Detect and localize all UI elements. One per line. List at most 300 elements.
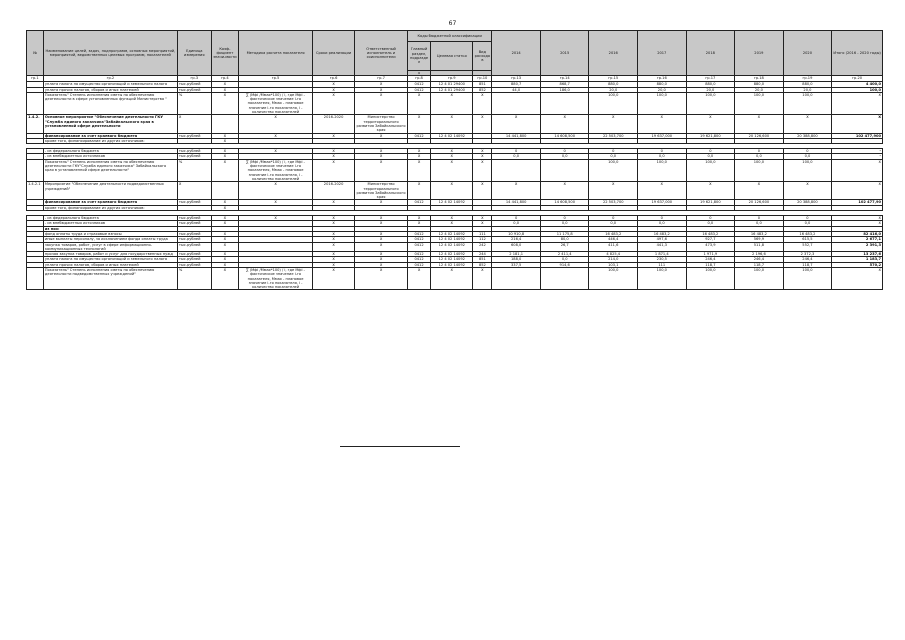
cell-kbk1: Х (407, 154, 430, 159)
cell-name: уплата налога на имущество организаций и земельного налога (43, 82, 177, 87)
cell-y2017: 19 637,000 (638, 133, 687, 138)
cell-period: 2016-2020 (312, 115, 354, 133)
cell-kbk2: 12 4 02 14092 (431, 242, 473, 252)
cell-y2014: 608,0 (492, 242, 541, 252)
cell-period: Х (312, 267, 354, 289)
cell-kbk2: Х (431, 115, 473, 133)
table-row (27, 242, 883, 252)
cell-y2020: 100,0 (783, 159, 832, 181)
cell-unit: % (177, 267, 211, 289)
cell-period: Х (312, 231, 354, 236)
column-number-cell: гр.6 (312, 76, 354, 82)
cell-name: уплата налога на имущество организаций и земельного налога (43, 257, 177, 262)
cell-y2016: 446,4 (589, 237, 638, 242)
cell-y2015 (540, 159, 589, 181)
cell-unit: тыс.рублей (177, 133, 211, 138)
table-row (27, 237, 883, 242)
cell-kbk3: 852 (473, 87, 492, 92)
header-method: Методика расчета показателя (239, 31, 313, 76)
cell-y2015: 14 608,500 (540, 133, 589, 138)
cell-total: - (832, 154, 883, 159)
column-number-cell: гр.13 (492, 76, 541, 82)
cell-y2016: Х (589, 115, 638, 133)
column-number-cell: гр.2 (43, 76, 177, 82)
cell-y2017: 497,6 (638, 237, 687, 242)
cell-y2019: 20 126,600 (735, 133, 784, 138)
column-number-cell: гр.9 (431, 76, 473, 82)
cell-resp: Х (355, 200, 408, 205)
column-number-cell: гр.4 (211, 76, 238, 82)
cell-y2019: Х (735, 182, 784, 200)
cell-y2015: 0,0 (540, 257, 589, 262)
cell-y2014: 880,7 (492, 82, 541, 87)
header-name: Наименование целей, задач, подпрограмм, основных мероприятий, мероприятий, ведомственных целевых программ, показателей (43, 31, 177, 76)
header-row (27, 31, 883, 42)
column-number-cell: гр.20 (832, 76, 883, 82)
cell-y2014 (492, 159, 541, 181)
cell-resp: Х (355, 159, 408, 181)
cell-y2016: 100,0 (589, 159, 638, 181)
cell-y2019: 118,7 (735, 262, 784, 267)
cell-period: Х (312, 252, 354, 257)
header-2020: 2020 (783, 31, 832, 76)
cell-num (27, 159, 44, 181)
cell-name: финансирование за счет краевого бюджета (43, 133, 177, 138)
cell-resp: Х (355, 82, 408, 87)
cell-coef: Х (211, 87, 238, 92)
cell-y2018: 118,7 (686, 262, 735, 267)
cell-resp: Министерство территориального развития Забайкальского края (356, 182, 406, 200)
cell-period: Х (312, 216, 354, 221)
cell-kbk2: Х (431, 267, 473, 289)
header-2015: 2015 (540, 31, 589, 76)
cell-y2016: 880,0 (589, 82, 638, 87)
cell-kbk3: 111 (473, 231, 492, 236)
cell-method: Х (239, 182, 313, 200)
cell-y2015: 26,7 (540, 242, 589, 252)
cell-y2015: 0 (540, 216, 589, 221)
cell-kbk2: 12 4 01 29400 (431, 87, 473, 92)
cell-name: фонд оплаты труда и страховые взносы (43, 231, 177, 236)
cell-y2017: 100,0 (638, 267, 687, 289)
cell-total: 100,0 (832, 87, 883, 92)
cell-period: Х (312, 133, 354, 138)
cell-kbk1: 0412 (407, 133, 430, 138)
cell-coef: Х (211, 237, 238, 242)
cell-y2016: 20,0 (589, 87, 638, 92)
cell-kbk2: Х (431, 154, 473, 159)
cell-y2014: 10 910,8 (492, 231, 541, 236)
cell-kbk1: 0412 (407, 200, 430, 205)
cell-y2014: 0,0 (492, 154, 541, 159)
cell-y2019: 100,0 (735, 267, 784, 289)
column-number-cell: гр.15 (589, 76, 638, 82)
cell-method: Х (239, 200, 313, 205)
cell-kbk1: Х (407, 221, 430, 226)
cell-y2016: 100,0 (589, 92, 638, 114)
cell-name: финансирование за счет краевого бюджета (43, 200, 177, 205)
cell-y2020: 100,0 (783, 92, 832, 114)
cell-kbk2: Х (431, 216, 473, 221)
cell-resp: Х (355, 262, 408, 267)
cell-coef: Х (211, 205, 238, 210)
cell-kbk3: 851 (473, 257, 492, 262)
cell-resp: Х (355, 242, 408, 252)
cell-y2019: 0,0 (735, 154, 784, 159)
cell-name: из них: (43, 226, 177, 231)
cell-period: Х (312, 242, 354, 252)
cell-coef: Х (211, 216, 238, 221)
cell-y2017: 20,0 (638, 87, 687, 92)
cell-coef: Х (211, 200, 238, 205)
cell-y2016: 0,0 (589, 221, 638, 226)
cell-num: 1.4.2.1 (27, 182, 44, 200)
cell-y2018: 20,0 (686, 87, 735, 92)
cell-y2019: 569,9 (735, 237, 784, 242)
cell-period: Х (312, 82, 354, 87)
cell-method: Х (239, 115, 313, 133)
cell-resp: Х (355, 267, 408, 289)
cell-y2019: 880,0 (735, 82, 784, 87)
cell-coef: Х (211, 257, 238, 262)
cell-kbk1: Х (407, 216, 430, 221)
cell-resp: Х (355, 231, 408, 236)
cell-y2019: 511,8 (735, 242, 784, 252)
cell-unit: тыс.рублей (177, 237, 211, 242)
cell-y2015: 2 411,4 (540, 252, 589, 257)
cell-kbk3: Х (473, 115, 492, 133)
cell-coef: Х (211, 231, 238, 236)
cell-resp: Х (355, 92, 408, 114)
cell-y2016: 411,6 (589, 242, 638, 252)
column-number-cell: гр.14 (540, 76, 589, 82)
cell-y2016: 22 503,700 (589, 133, 638, 138)
cell-coef: Х (211, 82, 238, 87)
cell-y2014: 0 (492, 216, 541, 221)
cell-unit: тыс.рублей (177, 154, 211, 159)
cell-y2019: Х (735, 115, 784, 133)
cell-coef: Х (211, 92, 238, 114)
cell-y2017: 16 483,2 (638, 231, 687, 236)
cell-y2019: 100,0 (735, 92, 784, 114)
table-row (27, 82, 883, 87)
cell-name: Показатель" Степень исполнения сметы по обеспечению деятельности в сфере установленных функций Министерства " (43, 92, 177, 114)
cell-total: Х (832, 182, 883, 200)
cell-coef: Х (211, 262, 238, 267)
cell-y2014: 14 441,800 (492, 200, 541, 205)
cell-y2018: 0 (686, 216, 735, 221)
cell-y2019: 16 483,2 (735, 231, 784, 236)
cell-y2020: 100,0 (783, 267, 832, 289)
cell-kbk2: Х (431, 221, 473, 226)
table-row (27, 182, 883, 200)
cell-y2015: 11 175,8 (540, 231, 589, 236)
cell-y2015 (540, 92, 589, 114)
cell-y2018: 246,4 (686, 257, 735, 262)
cell-name: - из внебюджетных источников (43, 221, 177, 226)
cell-y2015: 0 (540, 149, 589, 154)
cell-name: - из федерального бюджета (43, 216, 177, 221)
cell-method: ∑ (Мфi /Ммах*100) / i, где Мфi - фактическое значение i-го показателя, Ммах - плановое значение i-го показателя, i - количество показателей (239, 267, 313, 289)
column-number-cell: гр.5 (239, 76, 313, 82)
cell-y2014 (492, 267, 541, 289)
cell-coef: Х (211, 138, 238, 143)
cell-y2018: 19 621,800 (686, 200, 735, 205)
cell-y2017: 1 871,4 (638, 252, 687, 257)
cell-total: 2 677,1 (832, 237, 883, 242)
column-number-cell: гр.18 (735, 76, 784, 82)
cell-kbk3: 852 (473, 262, 492, 267)
cell-unit: тыс.рублей (177, 216, 211, 221)
cell-y2014: 188,0 (492, 257, 541, 262)
cell-kbk1: 0412 (407, 262, 430, 267)
header-target: Целевая статья (431, 42, 473, 71)
cell-method: Х (239, 149, 313, 154)
cell-y2015: 868,7 (540, 82, 589, 87)
cell-y2015: Х (540, 115, 589, 133)
cell-num (27, 267, 44, 289)
cell-y2018: 0,0 (686, 221, 735, 226)
cell-total: Х (832, 115, 883, 133)
cell-coef: Х (211, 149, 238, 154)
cell-y2018: 927,7 (686, 237, 735, 242)
cell-y2019: 246,4 (735, 257, 784, 262)
cell-y2014: 14 441,800 (492, 133, 541, 138)
header-2019: 2019 (735, 31, 784, 76)
cell-total: 13 237,6 (832, 252, 883, 257)
cell-name: Основное мероприятие "Обеспечение деятельности ГКУ "Служба единого заказчика"Забайкальского края в установленной сфере деятельности (43, 115, 177, 133)
cell-y2020: 880,0 (783, 82, 832, 87)
cell-y2016: 100,0 (589, 267, 638, 289)
cell-method: ∑ (Мфi /Ммах*100) / i, где Мфi - фактическое значение i-го показателя, Ммах - плановое значение i-го показателя, i - количество показателей (239, 159, 313, 181)
table-row (27, 252, 883, 257)
cell-y2020: 118,7 (783, 262, 832, 267)
cell-kbk2: Х (431, 182, 473, 200)
cell-y2014 (492, 92, 541, 114)
cell-period: Х (312, 87, 354, 92)
cell-resp: Х (355, 154, 408, 159)
cell-y2020: 0 (783, 149, 832, 154)
cell-total: 102 477,90 (832, 200, 883, 205)
cell-unit: тыс.рублей (177, 242, 211, 252)
table-row (27, 115, 883, 133)
cell-y2016: Х (589, 182, 638, 200)
budget-table (26, 30, 883, 290)
cell-kbk1: 0412 (407, 237, 430, 242)
header-2016: 2016 (589, 31, 638, 76)
cell-method: Х (239, 133, 313, 138)
cell-period: 2016-2020 (312, 182, 354, 200)
header-kind: Вид расходов (473, 42, 492, 71)
header-num: № (27, 31, 44, 76)
column-number-cell: гр.16 (638, 76, 687, 82)
cell-kbk1: 0412 (407, 252, 430, 257)
cell-name: уплата прочих налогов, сборов и иных платежей (43, 87, 177, 92)
cell-y2018: Х (686, 115, 735, 133)
header-2017: 2017 (638, 31, 687, 76)
header-unit: Единица измерения (177, 31, 211, 76)
cell-y2017: 19 637,000 (638, 200, 687, 205)
cell-total: 1 183,7 (832, 257, 883, 262)
cell-total: 4 400,0 (832, 82, 883, 87)
cell-y2015: 0,0 (540, 221, 589, 226)
cell-name: Показатель" Степень исполнения сметы по обеспечению деятельности ГКУ"Служба единого заказчика" Забайкальского края в установленной сфере деятельности" (43, 159, 177, 181)
header-period: Сроки реализации (312, 31, 354, 76)
cell-y2016: 0 (589, 149, 638, 154)
cell-kbk3: Х (473, 149, 492, 154)
cell-kbk2: 12 4 02 14092 (431, 262, 473, 267)
cell-y2017: 0 (638, 149, 687, 154)
cell-name: кроме того, финансирование из других источников: (43, 205, 177, 210)
cell-kbk2: 12 4 02 14092 (431, 257, 473, 262)
cell-kbk1: 0412 (407, 257, 430, 262)
cell-total: Х (832, 159, 883, 181)
cell-y2016: 16 483,2 (589, 231, 638, 236)
column-number-cell: гр.8 (407, 76, 430, 82)
cell-y2014: 337,5 (492, 262, 541, 267)
cell-resp: Х (355, 216, 408, 221)
cell-resp: Х (355, 252, 408, 257)
cell-num (27, 92, 44, 114)
cell-period: Х (312, 154, 354, 159)
column-number-cell: гр.1 (27, 76, 44, 82)
cell-kbk3: Х (473, 159, 492, 181)
column-number-cell: гр.3 (177, 76, 211, 82)
cell-y2020: 0,0 (783, 154, 832, 159)
cell-y2018: 1 971,9 (686, 252, 735, 257)
cell-kbk3: Х (473, 154, 492, 159)
cell-y2017: 230,5 (638, 257, 687, 262)
table-row (27, 159, 883, 181)
header-total: Итого (2016 - 2020 годы) (832, 31, 883, 76)
cell-period: Х (312, 221, 354, 226)
cell-kbk3: 244 (473, 252, 492, 257)
table-row (27, 257, 883, 262)
cell-kbk2: 12 4 02 14092 (431, 252, 473, 257)
cell-resp: Х (355, 257, 408, 262)
cell-y2018: 100,0 (686, 159, 735, 181)
cell-resp: Министерство территориального развития Забайкальского края (356, 115, 406, 133)
cell-y2019: 20 126,600 (735, 200, 784, 205)
cell-coef: Х (211, 133, 238, 138)
cell-kbk2: 12 4 02 14092 (431, 237, 473, 242)
cell-coef (211, 182, 238, 200)
cell-y2016: 0 (589, 216, 638, 221)
header-responsible: Ответственный исполнитель и соисполнители (355, 31, 408, 76)
cell-kbk1: Х (407, 182, 430, 200)
table-row (27, 267, 883, 289)
cell-y2018: 0,0 (686, 154, 735, 159)
cell-total: 102 477,900 (832, 133, 883, 138)
cell-y2018: 19 621,800 (686, 133, 735, 138)
cell-y2017: 0 (638, 216, 687, 221)
cell-period: Х (312, 257, 354, 262)
cell-method: Х (239, 216, 313, 221)
cell-total: Х (832, 92, 883, 114)
cell-y2020: 20 388,800 (783, 133, 832, 138)
cell-period: Х (312, 237, 354, 242)
cell-kbk2: 12 4 01 29400 (431, 82, 473, 87)
cell-y2020: 20 388,800 (783, 200, 832, 205)
cell-period: Х (312, 159, 354, 181)
cell-unit: тыс.рублей (177, 252, 211, 257)
cell-y2020: 0,0 (783, 221, 832, 226)
cell-y2014: Х (492, 182, 541, 200)
cell-y2017: 111 (638, 262, 687, 267)
cell-y2019: 0 (735, 216, 784, 221)
cell-unit: тыс.рублей (177, 231, 211, 236)
cell-y2017: 100,0 (638, 159, 687, 181)
cell-y2017: Х (638, 115, 687, 133)
cell-total: Х (832, 221, 883, 226)
cell-y2016: 214,0 (589, 257, 638, 262)
cell-y2020: 2 372,3 (783, 252, 832, 257)
cell-kbk1: Х (407, 149, 430, 154)
cell-name: - из внебюджетных источников (43, 154, 177, 159)
cell-kbk3: Х (473, 221, 492, 226)
cell-kbk3: 242 (473, 242, 492, 252)
cell-y2015: 0,0 (540, 154, 589, 159)
cell-y2018: 100,0 (686, 267, 735, 289)
cell-unit: Х (177, 115, 211, 133)
cell-kbk3: 112 (473, 237, 492, 242)
cell-kbk2: Х (431, 92, 473, 114)
cell-y2020: 246,4 (783, 257, 832, 262)
cell-y2017: 0,0 (638, 221, 687, 226)
cell-y2014: 0 (492, 149, 541, 154)
cell-unit: тыс.рублей (177, 262, 211, 267)
cell-coef: Х (211, 221, 238, 226)
column-number-cell: гр.17 (686, 76, 735, 82)
cell-period: Х (312, 92, 354, 114)
cell-kbk2: 12 4 02 14092 (431, 231, 473, 236)
cell-y2018: 880,0 (686, 82, 735, 87)
cell-y2015 (540, 267, 589, 289)
cell-kbk3: Х (473, 267, 492, 289)
cell-y2017: 0,0 (638, 154, 687, 159)
column-number-cell: гр.19 (783, 76, 832, 82)
footer-rule (340, 446, 460, 447)
cell-name: кроме того, финансирование из других источников: (43, 138, 177, 143)
cell-unit: Х (177, 182, 211, 200)
header-chapter: Главный раздел, подраздел (407, 42, 430, 71)
cell-unit: % (177, 92, 211, 114)
cell-y2016: 4 825,4 (589, 252, 638, 257)
cell-kbk3: Х (473, 92, 492, 114)
cell-total: - (832, 149, 883, 154)
cell-kbk3: 851 (473, 82, 492, 87)
cell-coef: Х (211, 252, 238, 257)
cell-y2020: Х (783, 115, 832, 133)
cell-coef: Х (211, 242, 238, 252)
cell-y2015: 80,0 (540, 237, 589, 242)
cell-kbk1: 0412 (407, 242, 430, 252)
cell-unit: тыс.рублей (177, 149, 211, 154)
cell-unit: % (177, 159, 211, 181)
cell-kbk2: Х (431, 149, 473, 154)
cell-resp: Х (355, 133, 408, 138)
column-number-cell: гр.7 (355, 76, 408, 82)
cell-y2018: 16 483,2 (686, 231, 735, 236)
cell-y2019: 0 (735, 149, 784, 154)
table-row (27, 92, 883, 114)
cell-coef (211, 115, 238, 133)
cell-y2016: 103,1 (589, 262, 638, 267)
cell-y2020: 16 483,2 (783, 231, 832, 236)
cell-kbk1: Х (407, 267, 430, 289)
header-sub-x: х (407, 71, 430, 76)
cell-period: Х (312, 149, 354, 154)
